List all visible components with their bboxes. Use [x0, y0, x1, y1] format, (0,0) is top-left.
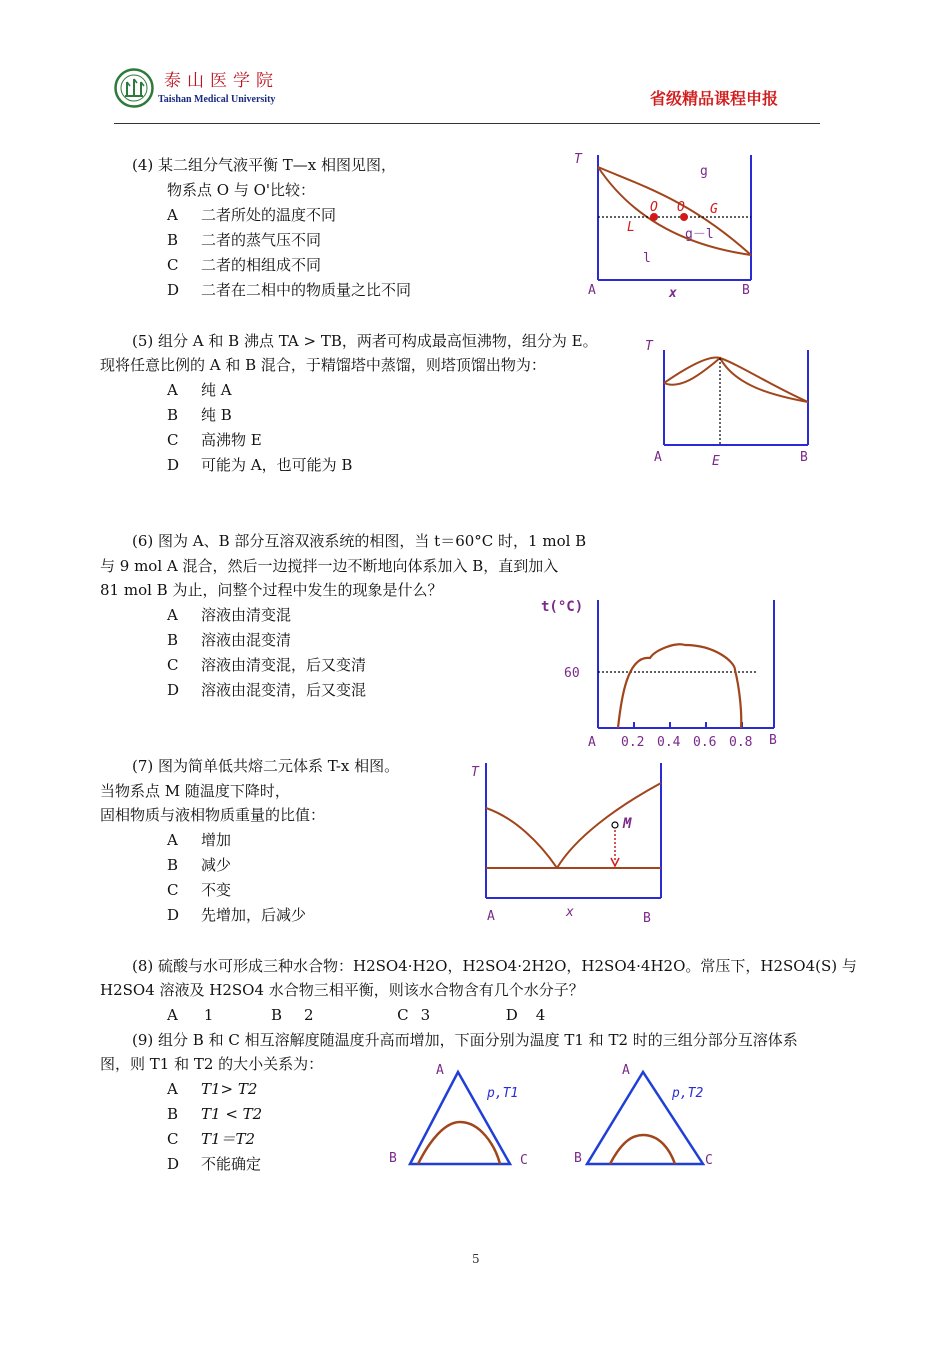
option: D 不能确定 [167, 1155, 262, 1173]
svg-text:x: x [669, 286, 677, 301]
option: C 二者的相组成不同 [167, 256, 322, 274]
svg-text:B: B [769, 733, 777, 748]
option: D 可能为 A，也可能为 B [167, 456, 353, 474]
q5-line2: 现将任意比例的 A 和 B 混合，于精馏塔中蒸馏，则塔顶馏出物为： [100, 356, 546, 374]
svg-text:T: T [574, 152, 582, 167]
svg-text:A: A [654, 450, 662, 465]
q6-phase-diagram [535, 590, 795, 755]
svg-text:G: G [710, 202, 718, 217]
option: D 先增加，后减少 [167, 906, 307, 924]
q6-line2: 与 9 mol A 混合，然后一边搅拌一边不断地向体系加入 B，直到加入 [100, 557, 559, 575]
q4-options [167, 203, 411, 303]
svg-text:0.2: 0.2 [621, 735, 645, 750]
svg-text:T: T [471, 765, 479, 780]
option: B T1 < T2 [167, 1105, 263, 1123]
q4-phase-diagram [574, 145, 780, 305]
q5-phase-diagram [640, 335, 820, 475]
svg-text:C: C [705, 1153, 713, 1168]
school-logo [114, 68, 154, 108]
q7-line3: 固相物质与液相物质重量的比值： [100, 806, 326, 824]
q7-phase-diagram [465, 758, 675, 928]
q8-options: A 1 B 2 C 3 D 4 [167, 1006, 546, 1024]
option: C 溶液由清变混，后又变清 [167, 656, 367, 674]
q5-line1: (5) 组分 A 和 B 沸点 TA > TB，两者可构成最高恒沸物，组分为 E。 [132, 332, 598, 350]
q4-line1: (4) 某二组分气液平衡 T—x 相图见图， [132, 156, 397, 174]
svg-text:0.8: 0.8 [729, 735, 753, 750]
q7-line1: (7) 图为简单低共熔二元体系 T-x 相图。 [132, 757, 400, 775]
q6-options [167, 603, 366, 703]
svg-text:B: B [389, 1151, 397, 1166]
q5-options [167, 378, 352, 478]
svg-text:O: O [677, 200, 685, 215]
option: A 二者所处的温度不同 [167, 206, 337, 224]
svg-text:t(°C): t(°C) [541, 599, 584, 615]
q6-line3: 81 mol B 为止，问整个过程中发生的现象是什么？ [100, 581, 443, 599]
q7-line2: 当物系点 M 随温度下降时， [100, 782, 290, 800]
svg-text:B: B [742, 283, 750, 298]
svg-text:B: B [800, 450, 808, 465]
svg-text:A: A [436, 1063, 444, 1078]
svg-text:g－l: g－l [685, 227, 714, 242]
svg-text:p,T1: p,T1 [487, 1086, 519, 1101]
option: C 不变 [167, 881, 232, 899]
option: D 溶液由混变清，后又变混 [167, 681, 367, 699]
option: A 纯 A [167, 381, 232, 399]
q9-line1: (9) 组分 B 和 C 相互溶解度随温度升高而增加，下面分别为温度 T1 和 T2 时的三组分部分互溶体系 [132, 1031, 798, 1049]
svg-text:O: O [650, 200, 658, 215]
option: B 减少 [167, 856, 232, 874]
svg-text:T: T [645, 339, 653, 354]
q7-options [167, 828, 306, 928]
svg-text:0.6: 0.6 [693, 735, 717, 750]
option: A 增加 [167, 831, 232, 849]
svg-text:p,T2: p,T2 [672, 1086, 704, 1101]
svg-text:E: E [712, 454, 720, 469]
header-rule [114, 123, 820, 124]
svg-text:l: l [643, 251, 651, 266]
option: B 二者的蒸气压不同 [167, 231, 322, 249]
svg-text:0.4: 0.4 [657, 735, 681, 750]
svg-text:g: g [700, 164, 708, 179]
svg-text:A: A [487, 909, 495, 924]
svg-text:B: B [643, 911, 651, 926]
svg-text:A: A [588, 735, 596, 750]
school-name-cn: 泰山医学院 [164, 71, 279, 91]
q8-line2: H2SO4 溶液及 H2SO4 水合物三相平衡，则该水合物含有几个水分子？ [100, 981, 584, 999]
option: D 二者在二相中的物质量之比不同 [167, 281, 412, 299]
svg-text:x: x [566, 905, 574, 920]
q8-line1: (8) 硫酸与水可形成三种水合物：H2SO4·H2O，H2SO4·2H2O，H2SO4·4H2O。常压下，H2SO4(S) 与 [132, 957, 857, 975]
q9-triangle-diagram-t1 [380, 1060, 540, 1175]
svg-text:M: M [623, 816, 632, 832]
header-right-title: 省级精品课程申报 [650, 89, 779, 108]
q9-line2: 图，则 T1 和 T2 的大小关系为： [100, 1055, 324, 1073]
svg-text:B: B [574, 1151, 582, 1166]
option: A T1> T2 [167, 1080, 258, 1098]
option: A 溶液由清变混 [167, 606, 292, 624]
q9-triangle-diagram-t2 [565, 1060, 725, 1175]
q4-line2: 物系点 O 与 O'比较： [167, 181, 316, 199]
option: B 溶液由混变清 [167, 631, 292, 649]
svg-text:L: L [627, 220, 635, 235]
svg-text:C: C [520, 1153, 528, 1168]
option: C 高沸物 E [167, 431, 262, 449]
q6-line1: (6) 图为 A、B 部分互溶双液系统的相图，当 t＝60°C 时，1 mol B [132, 532, 587, 550]
option: C T1＝T2 [167, 1130, 256, 1148]
logo-emblem-icon [114, 68, 154, 108]
school-name-en: Taishan Medical University [158, 94, 276, 105]
page-number: 5 [472, 1252, 480, 1266]
option: B 纯 B [167, 406, 232, 424]
svg-text:A: A [622, 1063, 630, 1078]
svg-text:A: A [588, 283, 596, 298]
svg-text:60: 60 [564, 666, 580, 681]
q9-options [167, 1077, 262, 1177]
